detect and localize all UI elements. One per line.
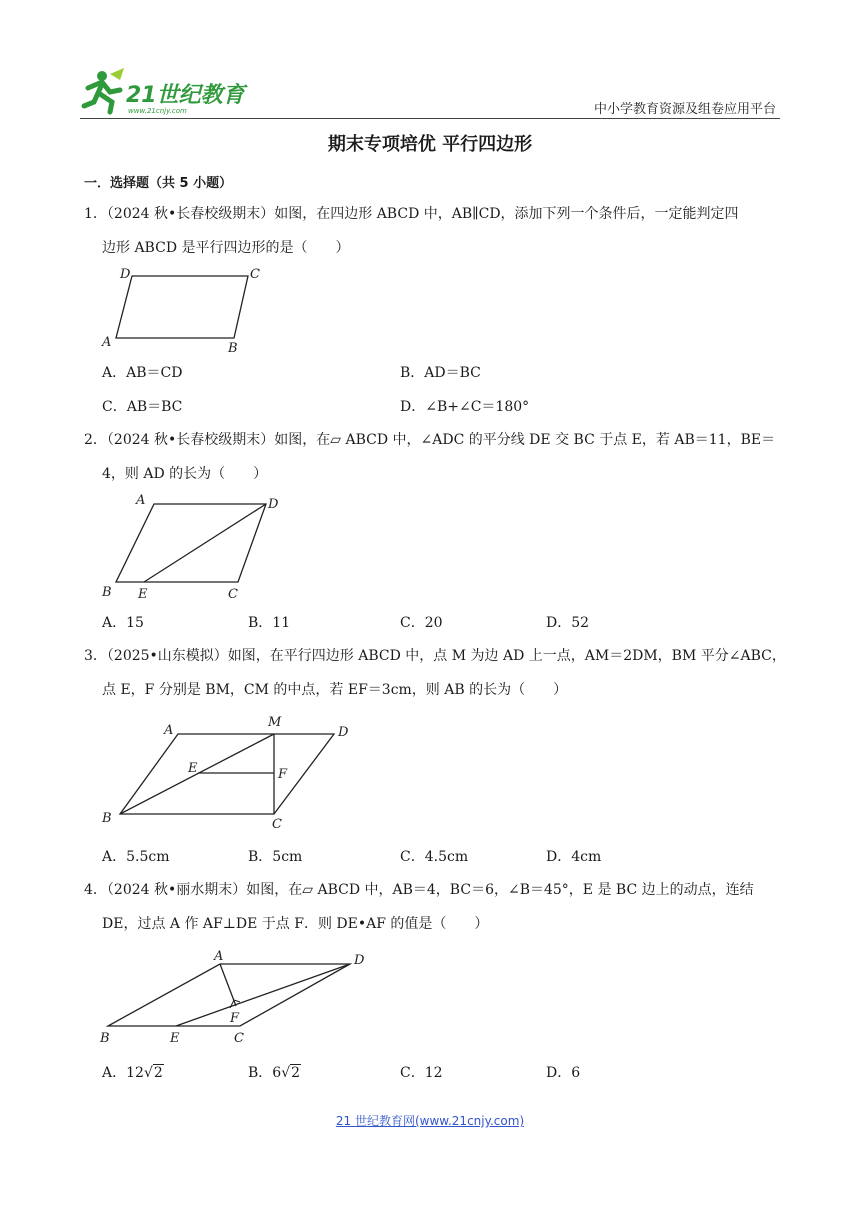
- question-4-line-1: 4．（2024 秋•丽水期末）如图，在▱ ABCD 中，AB＝4，BC＝6，∠B＝45°，E 是 BC 边上的动点，连结: [84, 882, 754, 898]
- header-platform-text: 中小学教育资源及组卷应用平台: [593, 102, 776, 117]
- svg-text:D: D: [268, 497, 279, 512]
- svg-text:A: A: [164, 723, 174, 738]
- question-1-line-1: 1．（2024 秋•长春校级期末）如图，在四边形 ABCD 中，AB∥CD，添加下列一个条件后，一定能判定四: [84, 206, 739, 222]
- footer-link[interactable]: 21 世纪教育网(www.21cnjy.com): [335, 1114, 525, 1128]
- logo-text: 21世纪教育: [126, 83, 245, 108]
- page-title: 期末专项培优 平行四边形: [327, 134, 533, 155]
- svg-text:C: C: [228, 587, 238, 602]
- sqrt-icon: √: [143, 1065, 153, 1081]
- svg-text:E: E: [170, 1031, 180, 1046]
- svg-text:C: C: [250, 267, 260, 282]
- question-2-figure: [98, 488, 294, 604]
- question-4-line-2: DE，过点 A 作 AF⊥DE 于点 F．则 DE•AF 的值是（ ）: [102, 916, 489, 932]
- svg-text:A: A: [136, 493, 146, 508]
- section-heading: 一．选择题（共 5 小题）: [84, 176, 233, 191]
- footer: [0, 1112, 860, 1129]
- question-3-line-1: 3．（2025•山东模拟）如图，在平行四边形 ABCD 中，点 M 为边 AD 上一点，AM＝2DM，BM 平分∠ABC，: [84, 648, 786, 664]
- question-2-line-1: 2．（2024 秋•长春校级期末）如图，在▱ ABCD 中，∠ADC 的平分线 DE 交 BC 于点 E，若 AB＝11，BE＝: [84, 432, 776, 448]
- logo-url: www.21cnjy.com: [128, 107, 187, 115]
- question-1-option-d[interactable]: D．∠B+∠C＝180°: [400, 399, 530, 415]
- runner-icon: [84, 68, 124, 112]
- logo: [80, 66, 250, 116]
- question-4-option-b[interactable]: B．6√2: [248, 1065, 301, 1081]
- svg-text:B: B: [102, 585, 112, 600]
- svg-text:B: B: [102, 811, 112, 826]
- question-2-line-2: 4，则 AD 的长为（ ）: [102, 466, 268, 482]
- sqrt-icon: √: [281, 1065, 291, 1081]
- question-2-option-c[interactable]: C．20: [400, 615, 443, 631]
- question-1-figure: [98, 262, 268, 354]
- question-3-option-d[interactable]: D．4cm: [546, 849, 602, 865]
- question-4-option-a[interactable]: A．12√2: [102, 1065, 163, 1081]
- svg-text:E: E: [138, 587, 148, 602]
- svg-text:A: A: [102, 335, 112, 350]
- question-1-line-2: 边形 ABCD 是平行四边形的是（ ）: [102, 240, 350, 256]
- question-3-line-2: 点 E，F 分别是 BM，CM 的中点，若 EF＝3cm，则 AB 的长为（ ）: [102, 682, 568, 698]
- question-2-option-a[interactable]: A．15: [102, 615, 144, 631]
- question-1-option-a[interactable]: A．AB＝CD: [102, 365, 183, 381]
- svg-text:C: C: [272, 817, 282, 832]
- question-4-option-d[interactable]: D．6: [546, 1065, 581, 1081]
- svg-text:E: E: [188, 761, 198, 776]
- svg-text:F: F: [278, 767, 288, 782]
- svg-text:C: C: [234, 1031, 244, 1046]
- question-2-option-b[interactable]: B．11: [248, 615, 291, 631]
- svg-text:D: D: [120, 267, 131, 282]
- header-divider: [80, 118, 780, 119]
- svg-text:A: A: [214, 949, 224, 964]
- question-4-option-c[interactable]: C．12: [400, 1065, 443, 1081]
- svg-text:F: F: [230, 1011, 240, 1026]
- svg-text:B: B: [100, 1031, 110, 1046]
- question-2-option-d[interactable]: D．52: [546, 615, 590, 631]
- svg-text:B: B: [228, 341, 238, 354]
- question-1-option-c[interactable]: C．AB＝BC: [102, 399, 183, 415]
- question-3-option-b[interactable]: B．5cm: [248, 849, 303, 865]
- question-3-option-a[interactable]: A．5.5cm: [102, 849, 170, 865]
- svg-text:M: M: [268, 715, 282, 730]
- question-1-option-b[interactable]: B．AD＝BC: [400, 365, 481, 381]
- question-4-figure: [98, 946, 370, 1048]
- question-3-option-c[interactable]: C．4.5cm: [400, 849, 469, 865]
- svg-text:D: D: [354, 953, 365, 968]
- question-3-figure: [98, 710, 360, 834]
- svg-text:D: D: [338, 725, 349, 740]
